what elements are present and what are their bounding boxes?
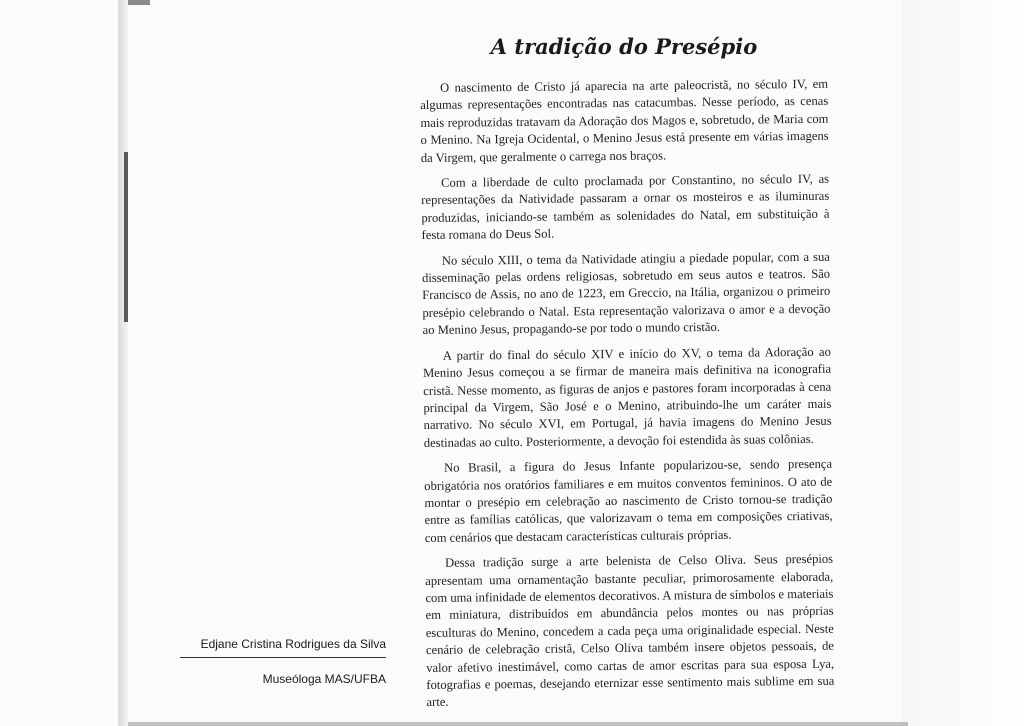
page-title: A tradição do Presépio: [490, 34, 758, 59]
page-edge-bottom: [128, 722, 908, 726]
author-block: [180, 637, 386, 686]
paragraph: O nascimento de Cristo já aparecia na arte paleocristã, no século IV, em algumas representações encontradas nas catacumbas. Nesse período, as cenas mais reproduzidas tratavam da Adoração dos Magos e, sobretudo, de Maria com o Menino. Na Igreja Ocidental, o Menino Jesus está presente em várias imagens da Virgem, que geralmente o carrega nos braços.: [420, 76, 829, 165]
paragraph: Dessa tradição surge a arte belenista de Celso Oliva. Seus presépios apresentam uma ornamentação bastante peculiar, primorosamente elaborada, com uma infinidade de elementos decorativos. A mistura de símbolos e materiais em miniatura, distribuídos em abundância pelos montes ou nas próprias esculturas do Menino, concedem a cada peça uma originalidade especial. Neste cenário de celebração cristã, Celso Oliva também insere objetos pessoais, de valor afetivo inestimável, como cartas de amor escritas para sua esposa Lya, fotografias e poemas, desejando eternizar esse sentimento mais sublime em sua arte.: [425, 551, 835, 710]
author-name: Edjane Cristina Rodrigues da Silva: [180, 637, 386, 658]
author-role: Museóloga MAS/UFBA: [262, 672, 386, 686]
book-spine: [118, 0, 128, 726]
page-margin-right: [902, 0, 1024, 726]
article-body: [420, 76, 835, 710]
paragraph: Com a liberdade de culto proclamada por Constantino, no século IV, as representações da Natividade passaram a ornar os mosteiros e as iluminuras produzidas, iniciando-se também as solenidades do Natal, em substituição à festa romana do Deus Sol.: [421, 171, 830, 243]
paragraph: No século XIII, o tema da Natividade atingiu a piedade popular, com a sua disseminação pelas ordens religiosas, sobretudo em seus autos e teatros. São Francisco de Assis, no ano de 1223, em Greccio, na Itália, organizou o primeiro presépio celebrando o Natal. Esta representação valorizava o amor e a devoção ao Menino Jesus, propagando-se por todo o mundo cristão.: [422, 249, 831, 338]
spine-shadow: [124, 152, 128, 322]
paragraph: A partir do final do século XIV e início do XV, o tema da Adoração ao Menino Jesus começou a se firmar de maneira mais definitiva na iconografia cristã. Nesse momento, as figuras de anjos e pastores foram incorporadas à cena principal da Virgem, São José e o Menino, atribuindo-lhe um caráter mais narrativo. No século XVI, em Portugal, já havia imagens do Menino Jesus destinadas ao culto. Posteriormente, a devoção foi estendida às suas colônias.: [422, 344, 832, 450]
paragraph: No Brasil, a figura do Jesus Infante popularizou-se, sendo presença obrigatória nos oratórios familiares e em muitos conventos femininos. O ato de montar o presépio em celebração ao nascimento de Cristo tornou-se tradição entre as famílias católicas, que valorizavam o tema em composições criativas, com cenários que destacam características culturais próprias.: [424, 456, 833, 545]
